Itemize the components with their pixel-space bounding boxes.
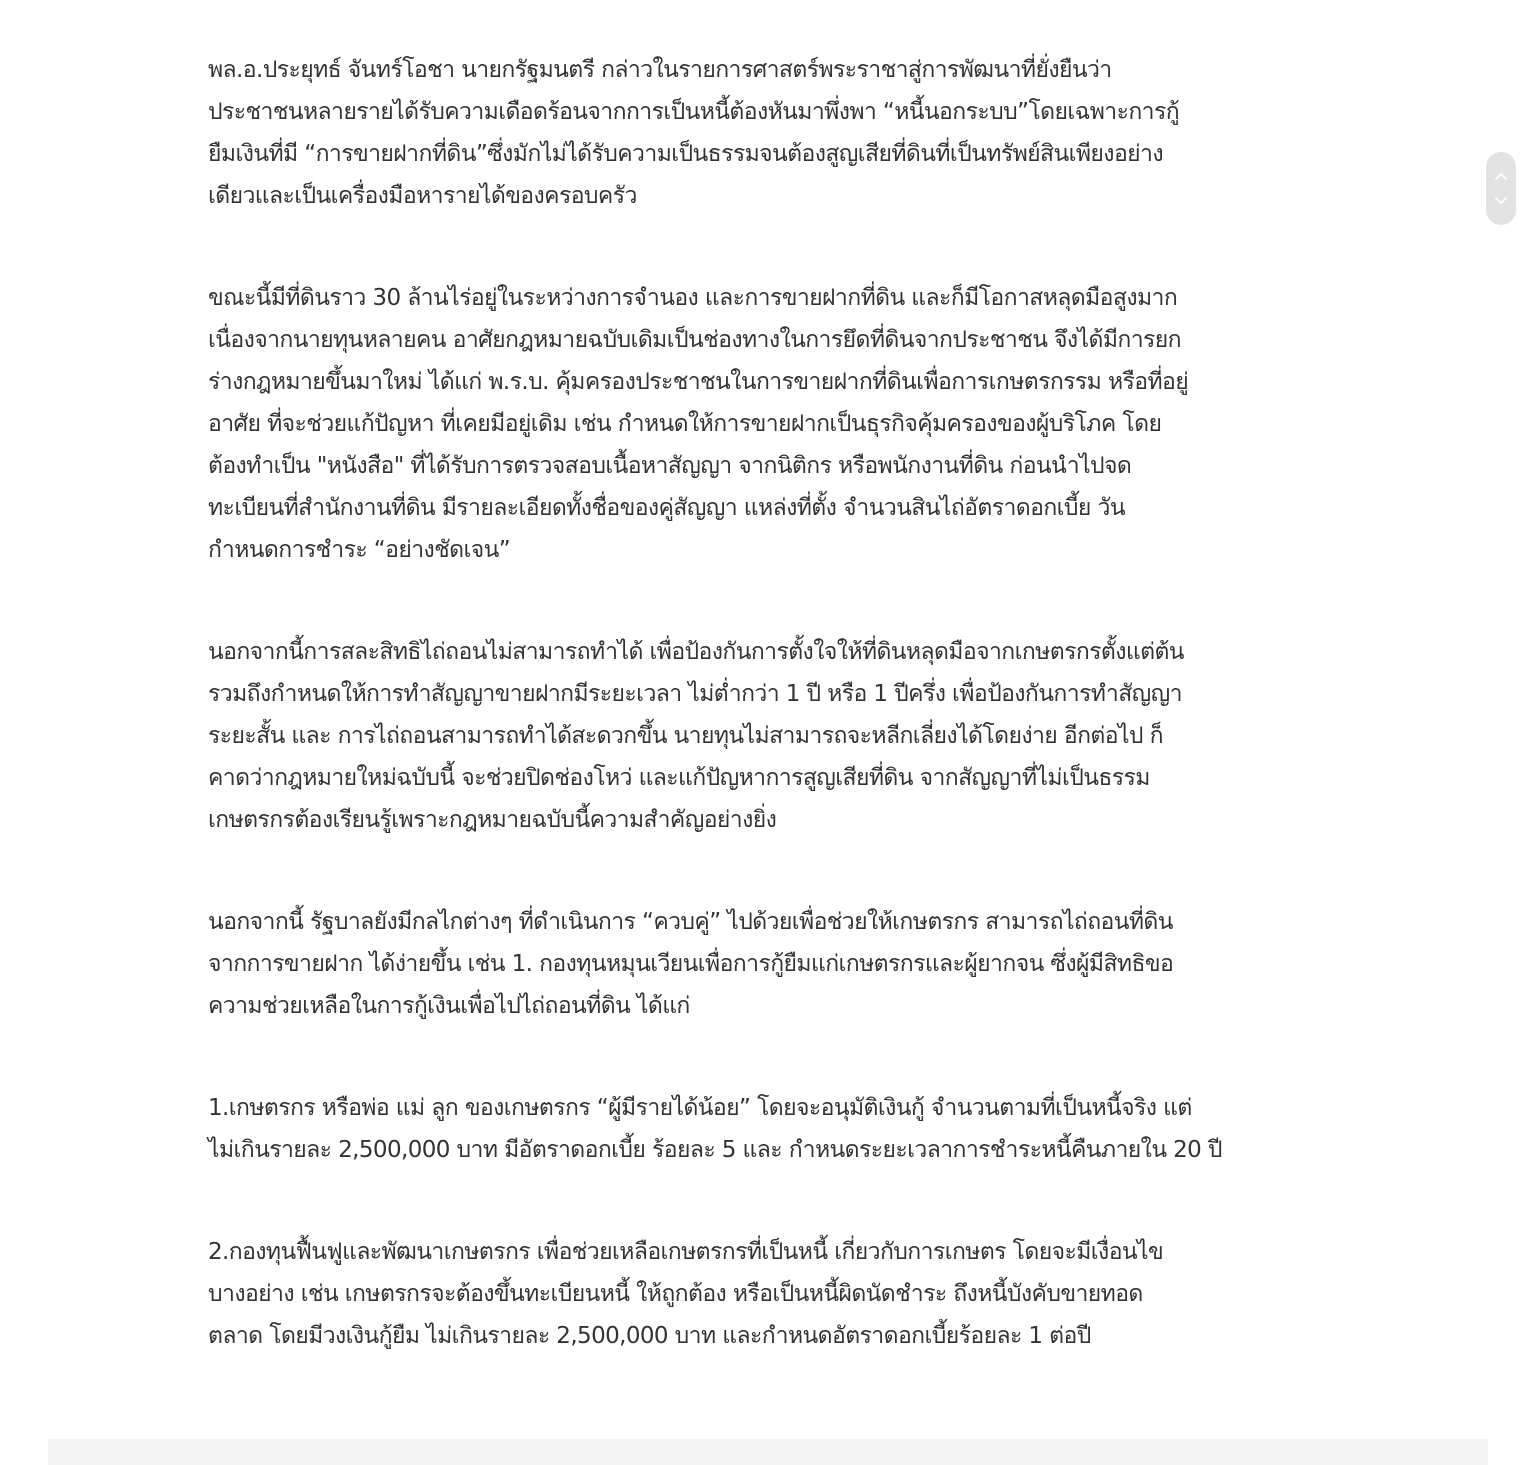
chevron-down-icon (1494, 196, 1508, 205)
scroll-down-button[interactable] (1491, 192, 1511, 210)
text-line: นอกจากนี้การสละสิทธิไถ่ถอนไม่สามารถทำได้ เพื่อป้องกันการตั้งใจให้ที่ดินหลุดมือจากเกษตรกรตั้งแต่ต้น (208, 639, 1184, 665)
text-line: คาดว่ากฎหมายใหม่ฉบับนี้ จะช่วยปิดช่องโหว่ และแก้ปัญหาการสูญเสียที่ดิน จากสัญญาที่ไม่เป็นธรรม (208, 765, 1150, 791)
text-line: ต้องทำเป็น "หนังสือ" ที่ได้รับการตรวจสอบเนื้อหาสัญญา จากนิติกร หรือพนักงานที่ดิน ก่อนนำไปจด (208, 453, 1132, 479)
text-line: พล.อ.ประยุทธ์ จันทร์โอชา นายกรัฐมนตรี กล่าวในรายการศาสตร์พระราชาสู่การพัฒนาที่ยั่งยืนว่า (208, 57, 1112, 83)
text-line: ไม่เกินรายละ 2,500,000 บาท มีอัตราดอกเบี้ย ร้อยละ 5 และ กำหนดระยะเวลาการชำระหนี้คืนภายใน 20 ปี (208, 1137, 1222, 1163)
paragraph-item-2 (208, 1231, 1338, 1357)
text-line: เดียวและเป็นเครื่องมือหารายได้ของครอบครัว (208, 183, 637, 209)
text-line: ประชาชนหลายรายได้รับความเดือดร้อนจากการเป็นหนี้ต้องหันมาพึ่งพา “หนี้นอกระบบ”โดยเฉพาะการกู้ (208, 99, 1180, 125)
paragraph-land-law (208, 277, 1338, 571)
text-line: 2.กองทุนฟื้นฟูและพัฒนาเกษตรกร เพื่อช่วยเหลือเกษตรกรที่เป็นหนี้ เกี่ยวกับการเกษตร โดยจะมีเงื่อนไข (208, 1239, 1164, 1265)
paragraph-item-1 (208, 1087, 1338, 1171)
text-line: อาศัย ที่จะช่วยแก้ปัญหา ที่เคยมีอยู่เดิม เช่น กำหนดให้การขายฝากเป็นธุรกิจคุ้มครองของผู้บริโภค โดย (208, 411, 1162, 437)
article-body (208, 49, 1338, 1417)
text-line: กำหนดการชำระ “อย่างชัดเจน” (208, 537, 511, 563)
paragraph-redemption (208, 631, 1338, 841)
text-line: ความช่วยเหลือในการกู้เงินเพื่อไปไถ่ถอนที่ดิน ได้แก่ (208, 993, 690, 1019)
text-line: ระยะสั้น และ การไถ่ถอนสามารถทำได้สะดวกขึ้น นายทุนไม่สามารถจะหลีกเลี่ยงได้โดยง่าย อีกต่อไป ก็ (208, 723, 1163, 749)
text-line: 1.เกษตรกร หรือพ่อ แม่ ลูก ของเกษตรกร “ผู้มีรายได้น้อย” โดยจะอนุมัติเงินกู้ จำนวนตามที่เป็นหนี้จริง แต่ (208, 1095, 1192, 1121)
text-line: เนื่องจากนายทุนหลายคน อาศัยกฎหมายฉบับเดิมเป็นช่องทางในการยึดที่ดินจากประชาชน จึงได้มีการยก (208, 327, 1182, 353)
text-line: จากการขายฝาก ได้ง่ายขึ้น เช่น 1. กองทุนหมุนเวียนเพื่อการกู้ยืมแก่เกษตรกรและผู้ยากจน ซึ่งผู้มีสิทธิขอ (208, 951, 1174, 977)
text-line: นอกจากนี้ รัฐบาลยังมีกลไกต่างๆ ที่ดำเนินการ “ควบคู่” ไปด้วยเพื่อช่วยให้เกษตรกร สามารถไถ่ถอนที่ดิน (208, 909, 1173, 935)
paragraph-intro (208, 49, 1338, 217)
text-line: ตลาด โดยมีวงเงินกู้ยืม ไม่เกินรายละ 2,500,000 บาท และกำหนดอัตราดอกเบี้ยร้อยละ 1 ต่อปี (208, 1323, 1091, 1349)
scroll-widget (1486, 152, 1516, 225)
text-line: ยืมเงินที่มี “การขายฝากที่ดิน”ซึ่งมักไม่ได้รับความเป็นธรรมจนต้องสูญเสียที่ดินที่เป็นทรัพย์สินเพียงอย่าง (208, 141, 1163, 167)
scroll-up-button[interactable] (1491, 168, 1511, 186)
text-line: บางอย่าง เช่น เกษตรกรจะต้องขึ้นทะเบียนหนี้ ให้ถูกต้อง หรือเป็นหนี้ผิดนัดชำระ ถึงหนี้บังคับขายทอด (208, 1281, 1143, 1307)
text-line: ทะเบียนที่สำนักงานที่ดิน มีรายละเอียดทั้งชื่อของคู่สัญญา แหล่งที่ตั้ง จำนวนสินไถ่อัตราดอกเบี้ย วัน (208, 495, 1125, 521)
paragraph-mechanisms (208, 901, 1338, 1027)
footer-panel (48, 1439, 1488, 1465)
chevron-up-icon (1494, 172, 1508, 181)
text-line: รวมถึงกำหนดให้การทำสัญญาขายฝากมีระยะเวลา ไม่ต่ำกว่า 1 ปี หรือ 1 ปีครึ่ง เพื่อป้องกันการทำสัญญา (208, 681, 1182, 707)
text-line: ขณะนี้มีที่ดินราว 30 ล้านไร่อยู่ในระหว่างการจำนอง และการขายฝากที่ดิน และก็มีโอกาสหลุดมือสูงมาก (208, 285, 1178, 311)
text-line: ร่างกฎหมายขึ้นมาใหม่ ได้แก่ พ.ร.บ. คุ้มครองประชาชนในการขายฝากที่ดินเพื่อการเกษตรกรรม หรือที่อยู่ (208, 369, 1189, 395)
text-line: เกษตรกรต้องเรียนรู้เพราะกฎหมายฉบับนี้ความสำคัญอย่างยิ่ง (208, 807, 777, 833)
